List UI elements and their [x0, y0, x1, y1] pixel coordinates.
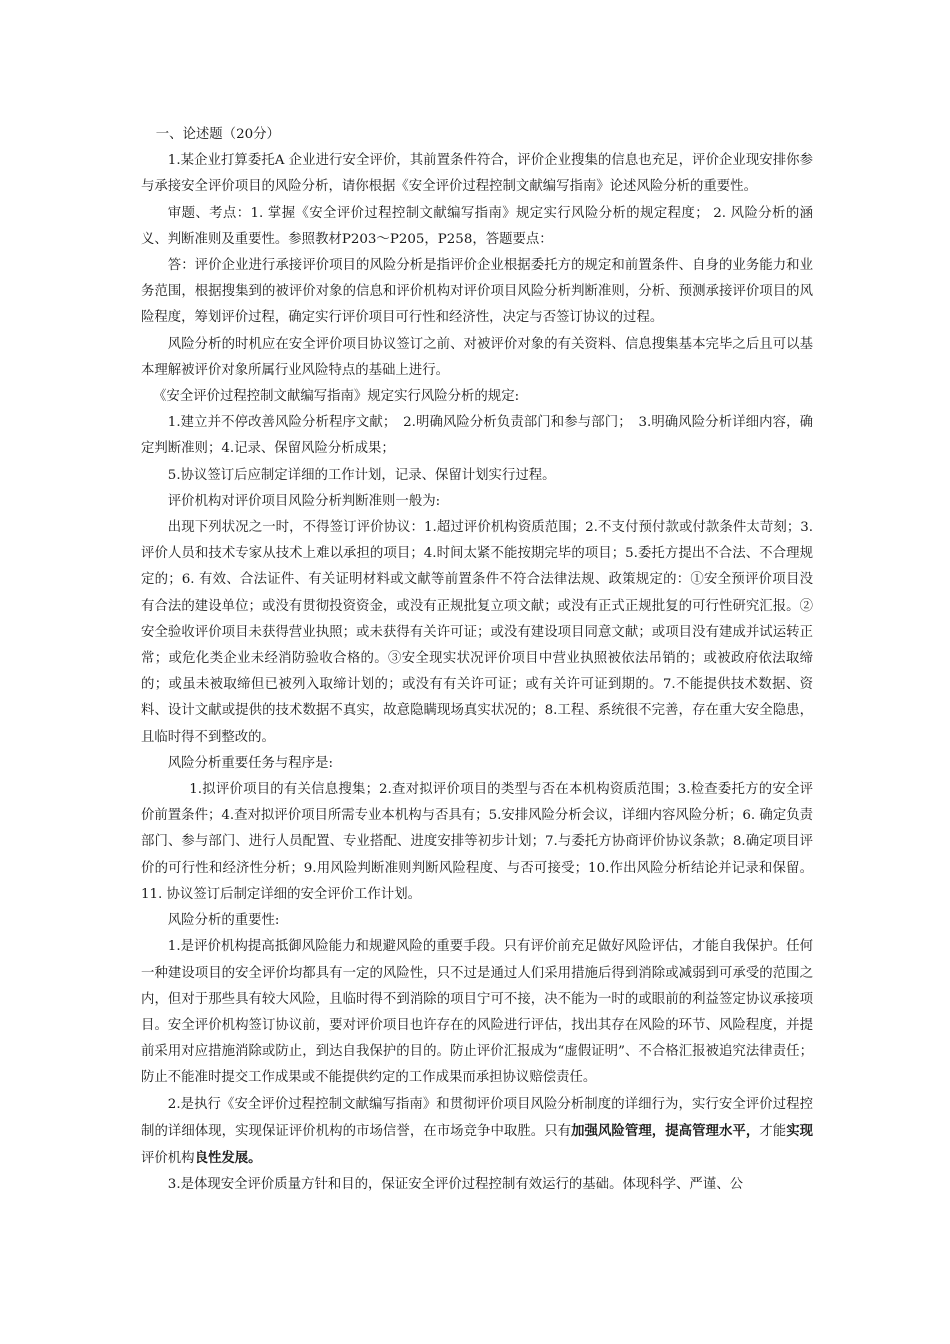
importance-paragraph-1: 1.是评价机构提高抵御风险能力和规避风险的重要手段。只有评价前充足做好风险评估，才能自我保护。任何一种建设项目的安全评价均都具有一定的风险性，只不过是通过人们采用措施后得到消除或减弱到可承受的范围之内，但对于那些具有较大风险，且临时得不到消除的项目宁可不接，决不能为一时的或眼前的利益签定协议承接项目。安全评价机构签订协议前，要对评价项目也许存在的风险进行评估，找出其存在风险的环节、风险程度，并提前采用对应措施消除或防止，到达自我保护的目的。防止评价汇报成为“虚假证明”、不合格汇报被追究法律责任；防止不能准时提交工作成果或不能提供约定的工作成果而承担协议赔偿责任。	[141, 939, 813, 1086]
guide-rule-title: 《安全评价过程控制文献编写指南》规定实行风险分析的规定:	[153, 389, 520, 405]
question-paragraph: 1.某企业打算委托A 企业进行安全评价，其前置条件符合，评价企业搜集的信息也充足，评价企业现安排你参与承接安全评价项目的风险分析，请你根据《安全评价过程控制文献编写指南》论述风险分析的重要性。	[141, 153, 813, 195]
guide-rule-items: 1.建立并不停改善风险分析程序文献； 2.明确风险分析负责部门和参与部门； 3.明确风险分析详细内容，确定判断准则；4.记录、保留风险分析成果；	[141, 415, 813, 457]
importance-paragraph-3: 3.是体现安全评价质量方针和目的，保证安全评价过程控制有效运行的基础。体现科学、严谨、公	[167, 1177, 743, 1193]
tasks-title: 风险分析重要任务与程序是:	[167, 755, 333, 771]
document-body	[141, 122, 813, 1198]
importance-title: 风险分析的重要性:	[167, 913, 280, 929]
answer-intro-paragraph: 答：评价企业进行承接评价项目的风险分析是指评价企业根据委托方的规定和前置条件、自身的业务能力和业务范围，根据搜集到的被评价对象的信息和评价机构对评价项目风险分析判断准则，分析、预测承接评价项目的风险程度，筹划评价过程，确定实行评价项目可行性和经济性，决定与否签订协议的过程。	[141, 258, 813, 326]
importance-2-text-b: 才能	[759, 1123, 787, 1139]
importance-paragraph-2	[141, 1092, 813, 1173]
tasks-paragraph: 1.拟评价项目的有关信息搜集；2.查对拟评价项目的类型与否在本机构资质范围；3.检查委托方的安全评价前置条件；4.查对拟评价项目所需专业本机构与否具有；5.安排风险分析会议，详细内容风险分析；6. 确定负责部门、参与部门、进行人员配置、专业搭配、进度安排等初步计划；7.与委托方协商评价协议条款；8.确定项目评价的可行性和经济性分析；9.用风险判断准则判断风险程度、与否可接受；10.作出风险分析结论并记录和保留。11. 协议签订后制定详细的安全评价工作计划。	[141, 782, 813, 902]
guide-rule-item5: 5.协议签订后应制定详细的工作计划，记录、保留计划实行过程。	[167, 467, 556, 483]
criteria-paragraph: 出现下列状况之一时，不得签订评价协议：1.超过评价机构资质范围；2.不支付预付款或付款条件太苛刻；3.评价人员和技术专家从技术上难以承担的项目；4.时间太紧不能按期完毕的项目；5.委托方提出不合法、不合理规定的；6. 有效、合法证件、有关证明材料或文献等前置条件不符合法律法规、政策规定的：①安全预评价项目没有合法的建设单位；或没有贯彻投资资金，或没有正规批复立项文献；或没有正式正规批复的可行性研究汇报。②安全验收评价项目未获得营业执照；或未获得有关许可证；或没有建设项目同意文献；或项目没有建成并试运转正常；或危化类企业未经消防验收合格的。③安全现实状况评价项目中营业执照被依法吊销的；或被政府依法取缔的；或虽未被取缔但已被列入取缔计划的；或没有有关许可证；或有关许可证到期的。7.不能提供技术数据、资料、设计文献或提供的技术数据不真实，故意隐瞒现场真实状况的；8.工程、系统很不完善，存在重大安全隐患，且临时得不到整改的。	[141, 520, 813, 745]
importance-2-text-c: 评价机构	[141, 1150, 195, 1166]
importance-2-bold-b: 实现	[786, 1122, 814, 1139]
criteria-title: 评价机构对评价项目风险分析判断准则一般为:	[167, 493, 441, 509]
importance-2-bold-a: 加强风险管理，提高管理水平，	[571, 1122, 760, 1139]
timing-paragraph: 风险分析的时机应在安全评价项目协议签订之前、对被评价对象的有关资料、信息搜集基本完毕之后且可以基本理解被评价对象所属行业风险特点的基础上进行。	[141, 336, 813, 378]
exam-points-paragraph: 审题、考点：1. 掌握《安全评价过程控制文献编写指南》规定实行风险分析的规定程度； 2. 风险分析的涵义、判断准则及重要性。参照教材P203～P205，P258，答题要点：	[141, 205, 813, 247]
section-title: 一、论述题（20分）	[155, 127, 280, 142]
importance-2-text-a: 2.是执行《安全评价过程控制文献编写指南》和贯彻评价项目风险分析制度的详细行为，实行安全评价过程控制的详细体现，实现保证评价机构的市场信誉，在市场竞争中取胜。只有	[141, 1096, 813, 1139]
importance-2-bold-c: 良性发展。	[194, 1149, 262, 1166]
